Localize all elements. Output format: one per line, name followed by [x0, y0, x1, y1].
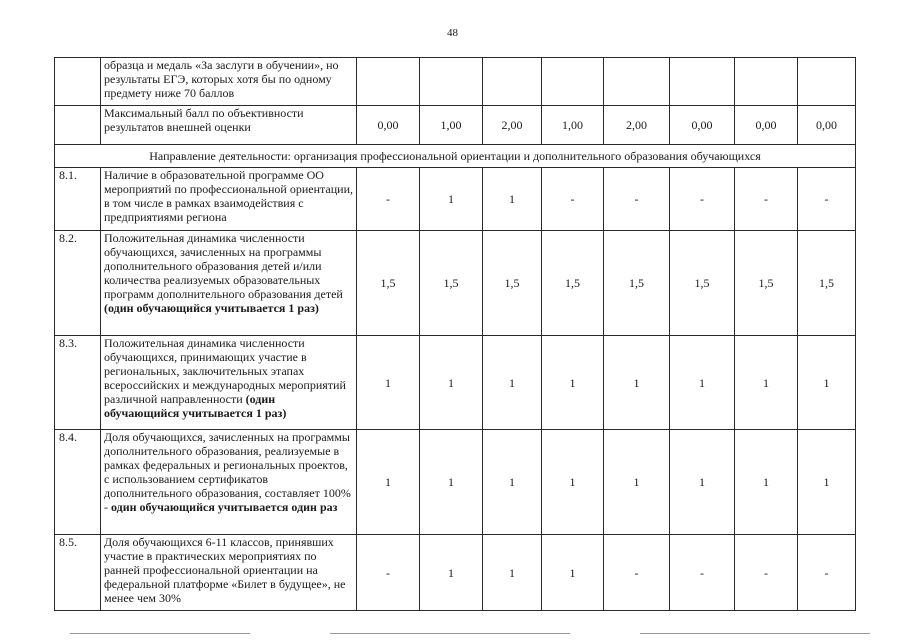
score-cell: 2,00 [604, 106, 670, 145]
score-cell: - [735, 168, 798, 231]
score-cell: 1,5 [483, 231, 542, 336]
score-cell: 1 [798, 430, 856, 535]
section-header: Направление деятельности: организация профессиональной ориентации и дополнительного образования обучающихся [55, 145, 856, 168]
table-row [55, 535, 856, 611]
table-row [55, 430, 856, 535]
row-number: 8.3. [55, 336, 101, 430]
score-cell: 1,5 [670, 231, 735, 336]
score-cell: - [357, 535, 420, 611]
row-number: 8.2. [55, 231, 101, 336]
score-cell [798, 58, 856, 106]
score-cell: 1,5 [735, 231, 798, 336]
score-cell: - [604, 535, 670, 611]
score-cell: 1 [670, 336, 735, 430]
scan-artifact [70, 633, 250, 634]
score-cell: 1 [542, 430, 604, 535]
score-cell: 1 [483, 336, 542, 430]
score-cell: 1 [670, 430, 735, 535]
row-description: Доля обучающихся 6-11 классов, принявших участие в практических мероприятиях по ранней профессиональной ориентации на федеральной платформе «Билет в будущее», не менее чем 30% [101, 535, 357, 611]
table-row [55, 336, 856, 430]
table-row [55, 168, 856, 231]
score-cell: - [735, 535, 798, 611]
scan-bottom-edge [0, 628, 905, 640]
page-number: 48 [447, 27, 458, 39]
criteria-table [54, 57, 856, 611]
score-cell: 0,00 [798, 106, 856, 145]
score-cell: - [798, 168, 856, 231]
score-cell: 0,00 [670, 106, 735, 145]
row-description: Доля обучающихся, зачисленных на программы дополнительного образования, реализуемые в рамках федеральных и региональных проектов, с использованием сертификатов дополнительного образования, составляет 100% - один обучающийся учитывается один раз [101, 430, 357, 535]
score-cell: 1,5 [357, 231, 420, 336]
score-cell: 1 [483, 430, 542, 535]
row-number: 8.4. [55, 430, 101, 535]
row-number [55, 58, 101, 106]
score-cell [604, 58, 670, 106]
score-cell: 1 [420, 336, 483, 430]
scan-artifact [330, 633, 570, 634]
row-description: Наличие в образовательной программе ОО мероприятий по профессиональной ориентации, в том числе в рамках взаимодействия с предприятиями региона [101, 168, 357, 231]
row-number [55, 106, 101, 145]
score-cell: 1 [542, 535, 604, 611]
score-cell: - [604, 168, 670, 231]
score-cell: 1 [798, 336, 856, 430]
score-cell: 1 [357, 336, 420, 430]
score-cell: 0,00 [357, 106, 420, 145]
score-cell: 2,00 [483, 106, 542, 145]
score-cell: - [670, 535, 735, 611]
score-cell: 1 [420, 430, 483, 535]
score-cell: 1 [420, 168, 483, 231]
score-cell: 1 [542, 336, 604, 430]
score-cell [420, 58, 483, 106]
score-cell: 1 [483, 535, 542, 611]
score-cell: 0,00 [735, 106, 798, 145]
score-cell [357, 58, 420, 106]
scan-artifact [640, 633, 870, 634]
row-description: Максимальный балл по объективности результатов внешней оценки [101, 106, 357, 145]
score-cell: - [542, 168, 604, 231]
score-cell: - [357, 168, 420, 231]
score-cell: 1 [420, 535, 483, 611]
score-cell: - [670, 168, 735, 231]
score-cell: 1,00 [542, 106, 604, 145]
score-cell: 1,00 [420, 106, 483, 145]
score-cell [542, 58, 604, 106]
row-description: образца и медаль «За заслуги в обучении», но результаты ЕГЭ, которых хотя бы по одному предмету ниже 70 баллов [101, 58, 357, 106]
score-cell [483, 58, 542, 106]
row-description: Положительная динамика численности обучающихся, зачисленных на программы дополнительного образования детей и/или количества реализуемых образовательных программ дополнительного образования детей (один обучающийся учитывается 1 раз) [101, 231, 357, 336]
score-cell: 1,5 [604, 231, 670, 336]
row-number: 8.5. [55, 535, 101, 611]
score-cell: 1 [483, 168, 542, 231]
score-cell: 1 [735, 336, 798, 430]
score-cell: - [798, 535, 856, 611]
table-row [55, 106, 856, 145]
row-number: 8.1. [55, 168, 101, 231]
score-cell: 1 [604, 430, 670, 535]
table-row [55, 231, 856, 336]
score-cell: 1,5 [798, 231, 856, 336]
score-cell: 1 [735, 430, 798, 535]
score-cell: 1 [357, 430, 420, 535]
score-cell [735, 58, 798, 106]
score-cell: 1 [604, 336, 670, 430]
score-cell: 1,5 [420, 231, 483, 336]
score-cell [670, 58, 735, 106]
section-header-row [55, 145, 856, 168]
table-row [55, 58, 856, 106]
row-description: Положительная динамика численности обучающихся, принимающих участие в региональных, заключительных этапах всероссийских и международных мероприятий различной направленности (один обучающийся учитывается 1 раз) [101, 336, 357, 430]
score-cell: 1,5 [542, 231, 604, 336]
